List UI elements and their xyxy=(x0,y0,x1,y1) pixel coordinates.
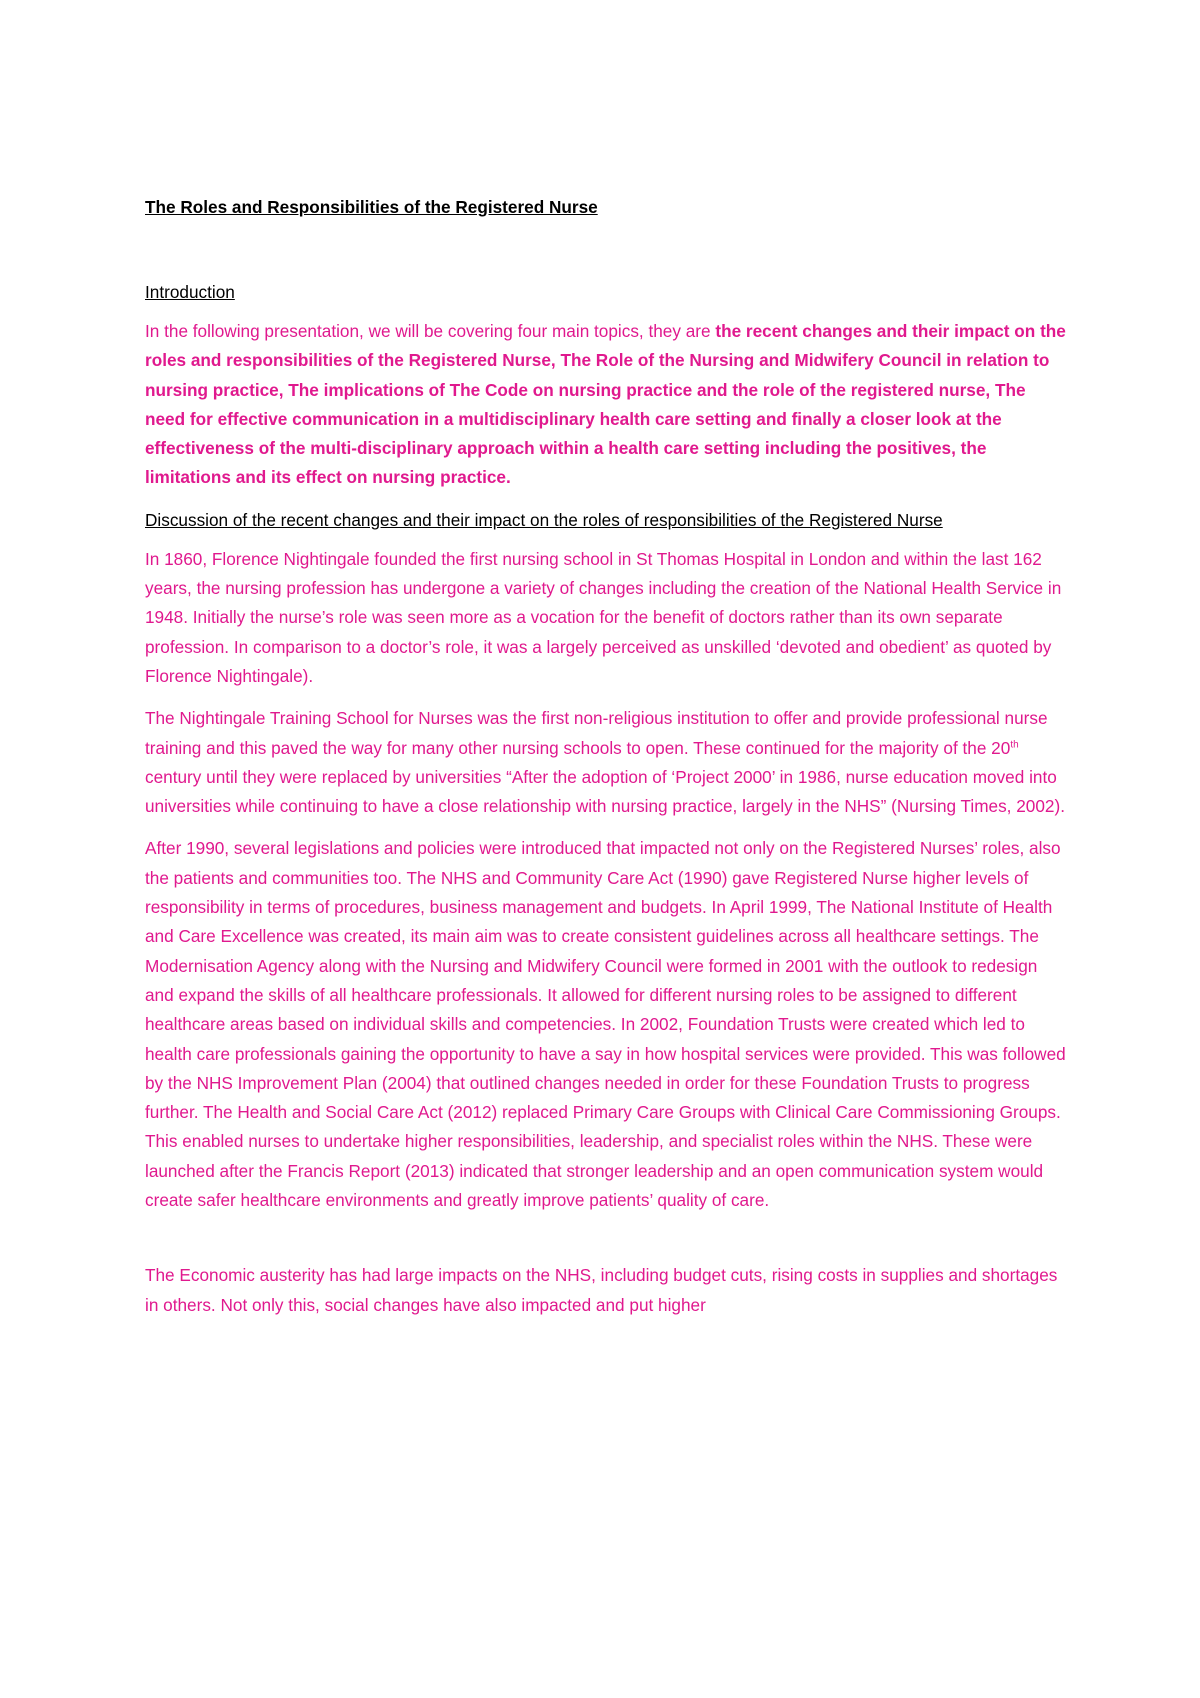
paragraph-history: In 1860, Florence Nightingale founded the first nursing school in St Thomas Hospital in London and within the last 162 years, the nursing profession has undergone a variety of changes including the creation of the National Health Service in 1948. Initially the nurse’s role was seen more as a vocation for the benefit of doctors rather than its own separate profession. In comparison to a doctor’s role, it was a largely perceived as unskilled ‘devoted and obedient’ as quoted by Florence Nightingale). xyxy=(145,548,1062,686)
paragraph-training-school xyxy=(145,704,1070,821)
paragraph-legislation: After 1990, several legislations and policies were introduced that impacted not only on the Registered Nurses’ roles, also the patients and communities too. The NHS and Community Care Act (1990) gave Registered Nurse higher levels of responsibility in terms of procedures, business management and budgets. In April 1999, The National Institute of Health and Care Excellence was created, its main aim was to create consistent guidelines across all healthcare settings. The Modernisation Agency along with the Nursing and Midwifery Council were formed in 2001 with the outlook to redesign and expand the skills of all healthcare professionals. It allowed for different nursing roles to be assigned to different healthcare areas based on individual skills and competencies. In 2002, Foundation Trusts were created which led to health care professionals gaining the opportunity to have a say in how hospital services were provided. This was followed by the NHS Improvement Plan (2004) that outlined changes needed in order for these Foundation Trusts to progress further. The Health and Social Care Act (2012) replaced Primary Care Groups with Clinical Care Commissioning Groups. This enabled nurses to undertake higher responsibilities, leadership, and specialist roles within the NHS. These were launched after the Francis Report (2013) indicated that stronger leadership and an open communication system would create safer healthcare environments and greatly improve patients’ quality of care. xyxy=(145,838,1066,1211)
superscript-th: th xyxy=(1010,738,1019,750)
paragraph-austerity: The Economic austerity has had large impacts on the NHS, including budget cuts, rising costs in supplies and shortages in others. Not only this, social changes have also impacted and put higher xyxy=(145,1265,1058,1315)
section-heading-recent-changes: Discussion of the recent changes and their impact on the roles of responsibilities of the Registered Nurse xyxy=(145,509,943,530)
document-page xyxy=(145,196,1070,1333)
introduction-heading: Introduction xyxy=(145,282,235,302)
introduction-paragraph xyxy=(145,317,1070,493)
document-title: The Roles and Responsibilities of the Registered Nurse xyxy=(145,197,598,217)
intro-text-plain: In the following presentation, we will be covering four main topics, they are xyxy=(145,321,716,341)
paragraph-training-school-a: The Nightingale Training School for Nurses was the first non-religious institution to offer and provide professional nurse training and this paved the way for many other nursing schools to open. These continued for the majority of the 20 xyxy=(145,708,1048,758)
intro-text-bold: the recent changes and their impact on the roles and responsibilities of the Registered Nurse, The Role of the Nursing and Midwifery Council in relation to nursing practice, The implications of The Code on nursing practice and the role of the registered nurse, The need for effective communication in a multidisciplinary health care setting and finally a closer look at the effectiveness of the multi-disciplinary approach within a health care setting including the positives, the limitations and its effect on nursing practice. xyxy=(145,321,1066,488)
paragraph-training-school-b: century until they were replaced by universities “After the adoption of ‘Project 2000’ in 1986, nurse education moved into universities while continuing to have a close relationship with nursing practice, largely in the NHS” (Nursing Times, 2002). xyxy=(145,766,1065,817)
